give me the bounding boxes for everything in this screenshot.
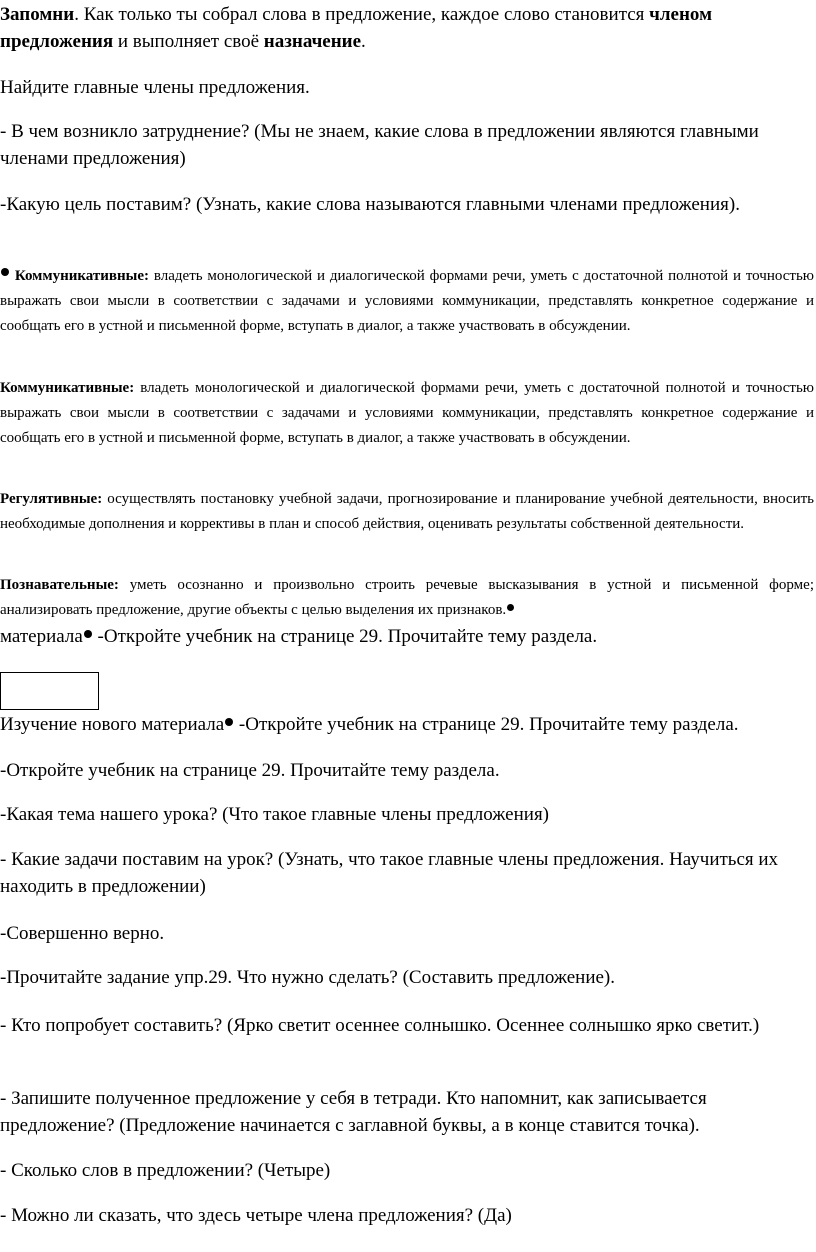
uud-regulatory-text: осуществлять постановку учебной задачи, прогнозирование и планирование учебной деятельности, вносить необходимые дополнения и коррективы в план и способ действия, оценивать результаты собственной деятельности.: [0, 491, 814, 532]
dialog-line: -Откройте учебник на странице 29. Прочитайте тему раздела.: [0, 760, 500, 781]
bullet-icon: [225, 718, 233, 726]
uud-cognitive-label: Познавательные:: [0, 577, 119, 593]
empty-frame: [0, 672, 99, 710]
cognitive-tail-word: материала: [0, 626, 83, 647]
difficulty-line: - В чем возникло затруднение? (Мы не знаем, какие слова в предложении являются главными членами предложения): [0, 121, 759, 169]
cognitive-tail-text: -Откройте учебник на странице 29. Прочитайте тему раздела.: [92, 626, 598, 647]
uud-regulatory-label: Регулятивные:: [0, 491, 103, 507]
uud-regulatory: [0, 487, 814, 537]
intro-text-2: и выполняет своё: [113, 31, 264, 52]
dialog-line: -Совершенно верно.: [0, 923, 165, 944]
intro-text-3: .: [361, 31, 366, 52]
dialog-line: - Можно ли сказать, что здесь четыре члена предложения? (Да): [0, 1205, 512, 1226]
bullet-icon: [1, 268, 9, 276]
study-heading-tail: -Откройте учебник на странице 29. Прочитайте тему раздела.: [234, 714, 739, 735]
intro-bold-remember: Запомни: [0, 4, 75, 25]
uud-cognitive: [0, 573, 814, 623]
uud-communicative-2-label: Коммуникативные:: [0, 380, 135, 396]
dialog-line: -Какая тема нашего урока? (Что такое главные члены предложения): [0, 804, 550, 825]
dialog-line: - Запишите полученное предложение у себя в тетради. Кто напомнит, как записывается предложение? (Предложение начинается с заглавной буквы, а в конце ставится точка).: [0, 1088, 707, 1136]
dialog-line: -Прочитайте задание упр.29. Что нужно сделать? (Составить предложение).: [0, 967, 616, 988]
dialog-line: - Какие задачи поставим на урок? (Узнать, что такое главные члены предложения. Научиться их находить в предложении): [0, 849, 779, 897]
find-line: Найдите главные члены предложения.: [0, 77, 310, 98]
uud-communicative-1-text: владеть монологической и диалогической формами речи, уметь с достаточной полнотой и точностью выражать свои мысли в соответствии с задачами и условиями коммуникации, представлять конкретное содержание и сообщать его в устной и письменной форме, вступать в диалог, а также участвовать в обсуждении.: [0, 268, 814, 334]
bullet-icon: [84, 630, 92, 638]
intro-paragraph: [0, 1, 814, 55]
study-heading-line: [0, 711, 814, 738]
intro-text-1: . Как только ты собрал слова в предложение, каждое слово становится: [74, 4, 650, 25]
uud-communicative-1-label: Коммуникативные:: [14, 268, 150, 284]
goal-line: -Какую цель поставим? (Узнать, какие слова называются главными членами предложения).: [0, 194, 740, 215]
dialog-line: - Кто попробует составить? (Ярко светит осеннее солнышко. Осеннее солнышко ярко светит.): [0, 1015, 760, 1036]
dialog-line: - Сколько слов в предложении? (Четыре): [0, 1160, 331, 1181]
intro-bold-purpose: назначение: [263, 31, 362, 52]
uud-communicative-2-text: владеть монологической и диалогической формами речи, уметь с достаточной полнотой и точностью выражать свои мысли в соответствии с задачами и условиями коммуникации, представлять конкретное содержание и сообщать его в устной и письменной форме, вступать в диалог, а также участвовать в обсуждении.: [0, 380, 814, 446]
uud-communicative-2: [0, 376, 814, 451]
study-heading: Изучение нового материала: [0, 714, 225, 735]
uud-cognitive-text: уметь осознанно и произвольно строить речевые высказывания в устной и письменной форме; анализировать предложение, другие объекты с целью выделения их признаков.: [0, 577, 814, 618]
intro-bold-member: членом предложения: [0, 4, 713, 52]
uud-communicative-1: [0, 264, 814, 339]
bullet-icon: [507, 604, 514, 611]
cognitive-tail-line: [0, 623, 814, 650]
